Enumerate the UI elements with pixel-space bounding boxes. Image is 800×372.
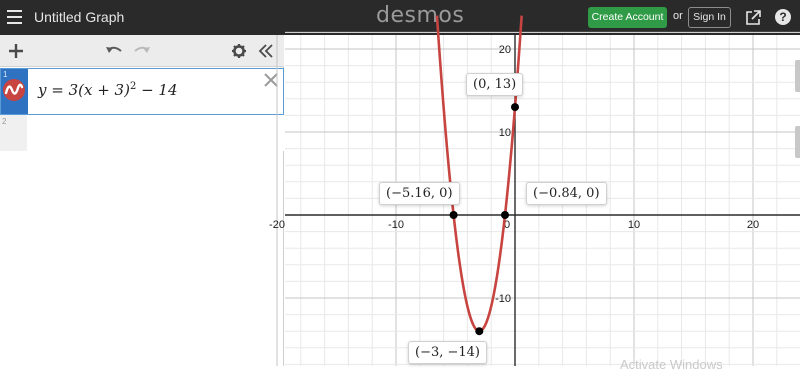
point-marker-3 (475, 327, 483, 335)
x-tick-label: 10 (627, 219, 641, 231)
x-tick-label: -20 (269, 219, 285, 231)
graph-title[interactable]: Untitled Graph (34, 9, 125, 25)
parabola-curve (437, 16, 522, 332)
y-tick-label: -10 (495, 293, 511, 305)
hamburger-menu-icon[interactable] (6, 8, 24, 26)
gear-icon[interactable] (231, 41, 247, 61)
point-label-vertex[interactable]: (−3, −14) (408, 341, 487, 364)
plus-icon[interactable] (8, 41, 24, 61)
point-marker-2 (501, 211, 509, 219)
share-icon[interactable] (745, 9, 762, 26)
expression-gutter (1, 69, 28, 114)
graph-color-toggle-icon[interactable] (3, 79, 25, 101)
expression-rhs: − 14 (136, 81, 178, 99)
expression-row-1[interactable] (0, 68, 284, 115)
expression-input[interactable] (38, 81, 178, 99)
expression-row-2[interactable] (0, 115, 284, 151)
top-bar (0, 0, 800, 35)
expression-index: 2 (2, 117, 7, 126)
point-label-root-left[interactable]: (−5.16, 0) (379, 182, 460, 205)
undo-icon[interactable] (105, 41, 123, 61)
x-tick-label: 0 (503, 219, 511, 231)
activate-windows-watermark: Activate Windows (620, 357, 723, 372)
expression-gutter (0, 115, 27, 151)
create-account-button[interactable]: Create Account (588, 7, 667, 28)
desmos-logo: desmos (376, 3, 465, 28)
help-button[interactable]: ? (775, 9, 791, 25)
expression-toolbar (0, 35, 284, 67)
expression-panel (0, 35, 284, 366)
y-tick-label: 10 (498, 127, 511, 139)
x-tick-label: -10 (388, 219, 404, 231)
graph-settings-tab[interactable] (795, 60, 800, 92)
point-marker-0 (511, 103, 519, 111)
expression-lhs: y = 3(x + 3) (38, 81, 130, 99)
redo-icon[interactable] (133, 41, 151, 61)
point-label-y-intercept[interactable]: (0, 13) (466, 73, 523, 96)
point-marker-1 (450, 211, 458, 219)
zoom-tab[interactable] (795, 126, 800, 158)
sign-in-button[interactable]: Sign In (688, 7, 731, 28)
point-label-root-right[interactable]: (−0.84, 0) (526, 182, 607, 205)
y-tick-label: 20 (498, 44, 511, 56)
or-label: or (673, 10, 683, 22)
expression-index: 1 (3, 70, 8, 79)
double-chevron-left-icon[interactable] (258, 41, 274, 61)
x-tick-label: 20 (746, 219, 760, 231)
expression-exponent: 2 (129, 81, 137, 92)
